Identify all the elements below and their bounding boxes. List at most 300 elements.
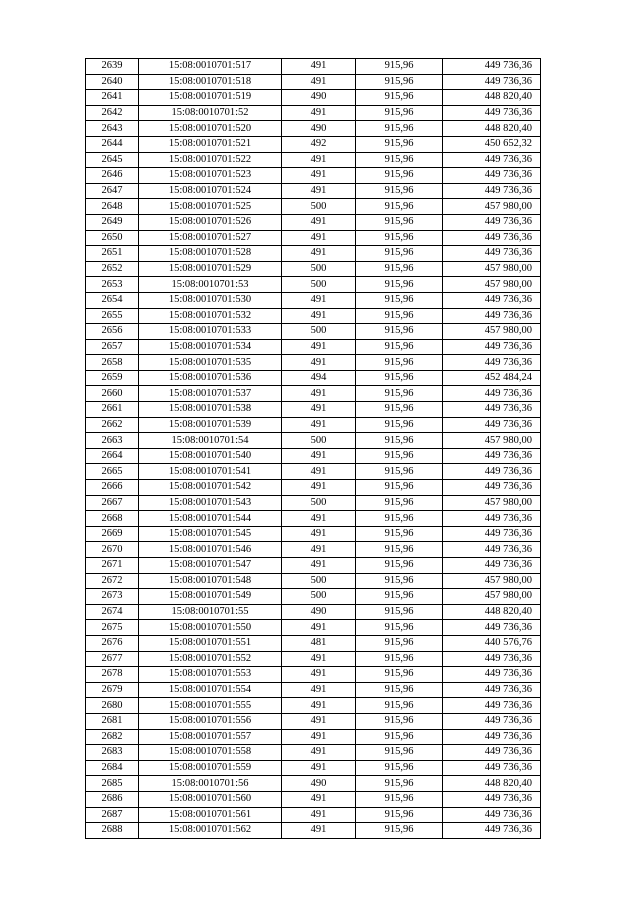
cadastral-number-cell: 15:08:0010701:526: [139, 214, 282, 230]
area-cell: 491: [282, 214, 356, 230]
cadastral-value-cell: 449 736,36: [443, 230, 541, 246]
cadastral-number-cell: 15:08:0010701:555: [139, 698, 282, 714]
area-cell: 491: [282, 480, 356, 496]
unit-value-cell: 915,96: [356, 620, 443, 636]
unit-value-cell: 915,96: [356, 308, 443, 324]
area-cell: 491: [282, 168, 356, 184]
row-number-cell: 2663: [86, 433, 139, 449]
area-cell: 500: [282, 573, 356, 589]
area-cell: 490: [282, 90, 356, 106]
unit-value-cell: 915,96: [356, 183, 443, 199]
unit-value-cell: 915,96: [356, 324, 443, 340]
row-number-cell: 2670: [86, 542, 139, 558]
table-row: [86, 698, 541, 714]
cadastral-value-cell: 457 980,00: [443, 261, 541, 277]
cadastral-value-cell: 457 980,00: [443, 277, 541, 293]
cadastral-value-cell: 449 736,36: [443, 246, 541, 262]
table-row: [86, 495, 541, 511]
unit-value-cell: 915,96: [356, 651, 443, 667]
area-cell: 491: [282, 308, 356, 324]
area-cell: 491: [282, 729, 356, 745]
row-number-cell: 2647: [86, 183, 139, 199]
row-number-cell: 2667: [86, 495, 139, 511]
unit-value-cell: 915,96: [356, 480, 443, 496]
area-cell: 491: [282, 760, 356, 776]
unit-value-cell: 915,96: [356, 573, 443, 589]
table-row: [86, 292, 541, 308]
cadastral-number-cell: 15:08:0010701:556: [139, 713, 282, 729]
row-number-cell: 2644: [86, 136, 139, 152]
table-row: [86, 214, 541, 230]
unit-value-cell: 915,96: [356, 230, 443, 246]
row-number-cell: 2640: [86, 74, 139, 90]
cadastral-number-cell: 15:08:0010701:541: [139, 464, 282, 480]
unit-value-cell: 915,96: [356, 464, 443, 480]
table-row: [86, 277, 541, 293]
cadastral-value-cell: 449 736,36: [443, 168, 541, 184]
unit-value-cell: 915,96: [356, 355, 443, 371]
cadastral-number-cell: 15:08:0010701:544: [139, 511, 282, 527]
unit-value-cell: 915,96: [356, 823, 443, 839]
cadastral-value-cell: 450 652,32: [443, 136, 541, 152]
cadastral-value-cell: 457 980,00: [443, 199, 541, 215]
cadastral-number-cell: 15:08:0010701:530: [139, 292, 282, 308]
cadastral-number-cell: 15:08:0010701:546: [139, 542, 282, 558]
unit-value-cell: 915,96: [356, 433, 443, 449]
cadastral-number-cell: 15:08:0010701:538: [139, 402, 282, 418]
table-row: [86, 589, 541, 605]
table-row: [86, 776, 541, 792]
unit-value-cell: 915,96: [356, 526, 443, 542]
area-cell: 500: [282, 589, 356, 605]
table-row: [86, 59, 541, 75]
row-number-cell: 2674: [86, 604, 139, 620]
unit-value-cell: 915,96: [356, 558, 443, 574]
cadastral-number-cell: 15:08:0010701:548: [139, 573, 282, 589]
row-number-cell: 2673: [86, 589, 139, 605]
table-row: [86, 246, 541, 262]
cadastral-value-cell: 449 736,36: [443, 511, 541, 527]
row-number-cell: 2679: [86, 682, 139, 698]
unit-value-cell: 915,96: [356, 214, 443, 230]
unit-value-cell: 915,96: [356, 635, 443, 651]
row-number-cell: 2642: [86, 105, 139, 121]
unit-value-cell: 915,96: [356, 745, 443, 761]
table-row: [86, 74, 541, 90]
area-cell: 490: [282, 121, 356, 137]
table-row: [86, 558, 541, 574]
unit-value-cell: 915,96: [356, 448, 443, 464]
row-number-cell: 2651: [86, 246, 139, 262]
table-row: [86, 620, 541, 636]
cadastral-value-cell: 449 736,36: [443, 214, 541, 230]
row-number-cell: 2683: [86, 745, 139, 761]
cadastral-value-cell: 449 736,36: [443, 651, 541, 667]
table-row: [86, 667, 541, 683]
area-cell: 491: [282, 807, 356, 823]
cadastral-number-cell: 15:08:0010701:537: [139, 386, 282, 402]
table-row: [86, 90, 541, 106]
row-number-cell: 2657: [86, 339, 139, 355]
cadastral-value-cell: 457 980,00: [443, 433, 541, 449]
row-number-cell: 2654: [86, 292, 139, 308]
unit-value-cell: 915,96: [356, 261, 443, 277]
row-number-cell: 2653: [86, 277, 139, 293]
row-number-cell: 2661: [86, 402, 139, 418]
table-row: [86, 136, 541, 152]
row-number-cell: 2656: [86, 324, 139, 340]
unit-value-cell: 915,96: [356, 667, 443, 683]
cadastral-number-cell: 15:08:0010701:551: [139, 635, 282, 651]
row-number-cell: 2660: [86, 386, 139, 402]
cadastral-value-cell: 449 736,36: [443, 760, 541, 776]
table-row: [86, 308, 541, 324]
cadastral-number-cell: 15:08:0010701:54: [139, 433, 282, 449]
cadastral-value-cell: 440 576,76: [443, 635, 541, 651]
cadastral-number-cell: 15:08:0010701:540: [139, 448, 282, 464]
area-cell: 481: [282, 635, 356, 651]
unit-value-cell: 915,96: [356, 402, 443, 418]
row-number-cell: 2649: [86, 214, 139, 230]
table-row: [86, 386, 541, 402]
table-row: [86, 261, 541, 277]
cadastral-number-cell: 15:08:0010701:523: [139, 168, 282, 184]
unit-value-cell: 915,96: [356, 136, 443, 152]
area-cell: 491: [282, 464, 356, 480]
area-cell: 494: [282, 370, 356, 386]
table-row: [86, 152, 541, 168]
cadastral-value-cell: 449 736,36: [443, 417, 541, 433]
area-cell: 492: [282, 136, 356, 152]
cadastral-number-cell: 15:08:0010701:547: [139, 558, 282, 574]
cadastral-value-cell: 449 736,36: [443, 292, 541, 308]
cadastral-value-cell: 448 820,40: [443, 776, 541, 792]
area-cell: 491: [282, 542, 356, 558]
cadastral-number-cell: 15:08:0010701:527: [139, 230, 282, 246]
table-row: [86, 230, 541, 246]
cadastral-number-cell: 15:08:0010701:520: [139, 121, 282, 137]
area-cell: 491: [282, 511, 356, 527]
cadastral-value-cell: 449 736,36: [443, 152, 541, 168]
area-cell: 491: [282, 558, 356, 574]
row-number-cell: 2662: [86, 417, 139, 433]
unit-value-cell: 915,96: [356, 604, 443, 620]
area-cell: 491: [282, 105, 356, 121]
table-row: [86, 168, 541, 184]
cadastral-number-cell: 15:08:0010701:52: [139, 105, 282, 121]
area-cell: 500: [282, 261, 356, 277]
cadastral-number-cell: 15:08:0010701:561: [139, 807, 282, 823]
area-cell: 500: [282, 324, 356, 340]
row-number-cell: 2677: [86, 651, 139, 667]
area-cell: 500: [282, 277, 356, 293]
unit-value-cell: 915,96: [356, 698, 443, 714]
area-cell: 491: [282, 823, 356, 839]
cadastral-value-cell: 457 980,00: [443, 589, 541, 605]
row-number-cell: 2665: [86, 464, 139, 480]
unit-value-cell: 915,96: [356, 495, 443, 511]
cadastral-value-cell: 449 736,36: [443, 74, 541, 90]
unit-value-cell: 915,96: [356, 511, 443, 527]
cadastral-value-cell: 449 736,36: [443, 807, 541, 823]
area-cell: 491: [282, 713, 356, 729]
area-cell: 500: [282, 433, 356, 449]
cadastral-value-cell: 449 736,36: [443, 620, 541, 636]
unit-value-cell: 915,96: [356, 807, 443, 823]
table-row: [86, 511, 541, 527]
cadastral-value-cell: 449 736,36: [443, 698, 541, 714]
area-cell: 491: [282, 74, 356, 90]
cadastral-number-cell: 15:08:0010701:56: [139, 776, 282, 792]
row-number-cell: 2671: [86, 558, 139, 574]
cadastral-number-cell: 15:08:0010701:53: [139, 277, 282, 293]
table-row: [86, 604, 541, 620]
cadastral-value-cell: 452 484,24: [443, 370, 541, 386]
unit-value-cell: 915,96: [356, 386, 443, 402]
cadastral-value-cell: 449 736,36: [443, 791, 541, 807]
area-cell: 490: [282, 776, 356, 792]
table-row: [86, 791, 541, 807]
row-number-cell: 2687: [86, 807, 139, 823]
cadastral-value-cell: 449 736,36: [443, 526, 541, 542]
table-row: [86, 713, 541, 729]
table-row: [86, 651, 541, 667]
cadastral-value-cell: 449 736,36: [443, 402, 541, 418]
table-row: [86, 480, 541, 496]
cadastral-value-cell: 449 736,36: [443, 558, 541, 574]
cadastral-number-cell: 15:08:0010701:533: [139, 324, 282, 340]
unit-value-cell: 915,96: [356, 105, 443, 121]
cadastral-value-cell: 449 736,36: [443, 480, 541, 496]
row-number-cell: 2686: [86, 791, 139, 807]
unit-value-cell: 915,96: [356, 729, 443, 745]
cadastral-number-cell: 15:08:0010701:542: [139, 480, 282, 496]
unit-value-cell: 915,96: [356, 90, 443, 106]
cadastral-number-cell: 15:08:0010701:536: [139, 370, 282, 386]
unit-value-cell: 915,96: [356, 277, 443, 293]
cadastral-value-cell: 449 736,36: [443, 667, 541, 683]
cadastral-number-cell: 15:08:0010701:557: [139, 729, 282, 745]
unit-value-cell: 915,96: [356, 776, 443, 792]
row-number-cell: 2680: [86, 698, 139, 714]
cadastral-value-cell: 449 736,36: [443, 59, 541, 75]
row-number-cell: 2655: [86, 308, 139, 324]
unit-value-cell: 915,96: [356, 760, 443, 776]
cadastral-value-cell: 449 736,36: [443, 448, 541, 464]
row-number-cell: 2669: [86, 526, 139, 542]
area-cell: 491: [282, 448, 356, 464]
table-row: [86, 729, 541, 745]
row-number-cell: 2664: [86, 448, 139, 464]
table-row: [86, 823, 541, 839]
cadastral-value-cell: 457 980,00: [443, 324, 541, 340]
table-row: [86, 464, 541, 480]
area-cell: 491: [282, 651, 356, 667]
table-row: [86, 745, 541, 761]
row-number-cell: 2688: [86, 823, 139, 839]
cadastral-number-cell: 15:08:0010701:539: [139, 417, 282, 433]
cadastral-value-cell: 449 736,36: [443, 355, 541, 371]
cadastral-value-cell: 449 736,36: [443, 713, 541, 729]
area-cell: 491: [282, 355, 356, 371]
table-row: [86, 339, 541, 355]
area-cell: 491: [282, 339, 356, 355]
cadastral-number-cell: 15:08:0010701:521: [139, 136, 282, 152]
row-number-cell: 2685: [86, 776, 139, 792]
area-cell: 491: [282, 230, 356, 246]
cadastral-number-cell: 15:08:0010701:532: [139, 308, 282, 324]
area-cell: 491: [282, 526, 356, 542]
area-cell: 491: [282, 386, 356, 402]
row-number-cell: 2652: [86, 261, 139, 277]
unit-value-cell: 915,96: [356, 246, 443, 262]
row-number-cell: 2659: [86, 370, 139, 386]
unit-value-cell: 915,96: [356, 791, 443, 807]
cadastral-number-cell: 15:08:0010701:524: [139, 183, 282, 199]
table-row: [86, 183, 541, 199]
row-number-cell: 2678: [86, 667, 139, 683]
table-row: [86, 417, 541, 433]
area-cell: 491: [282, 417, 356, 433]
cadastral-number-cell: 15:08:0010701:517: [139, 59, 282, 75]
cadastral-value-cell: 449 736,36: [443, 386, 541, 402]
table-row: [86, 105, 541, 121]
unit-value-cell: 915,96: [356, 74, 443, 90]
area-cell: 500: [282, 495, 356, 511]
row-number-cell: 2681: [86, 713, 139, 729]
table-row: [86, 542, 541, 558]
cadastral-number-cell: 15:08:0010701:559: [139, 760, 282, 776]
row-number-cell: 2648: [86, 199, 139, 215]
table-row: [86, 448, 541, 464]
area-cell: 500: [282, 199, 356, 215]
cadastral-value-cell: 448 820,40: [443, 604, 541, 620]
table-row: [86, 573, 541, 589]
unit-value-cell: 915,96: [356, 370, 443, 386]
table-row: [86, 199, 541, 215]
cadastral-number-cell: 15:08:0010701:525: [139, 199, 282, 215]
row-number-cell: 2643: [86, 121, 139, 137]
cadastral-value-cell: 457 980,00: [443, 573, 541, 589]
unit-value-cell: 915,96: [356, 199, 443, 215]
cadastral-number-cell: 15:08:0010701:553: [139, 667, 282, 683]
table-row: [86, 526, 541, 542]
cadastral-value-table: [85, 58, 541, 839]
area-cell: 491: [282, 246, 356, 262]
cadastral-value-cell: 449 736,36: [443, 105, 541, 121]
row-number-cell: 2650: [86, 230, 139, 246]
area-cell: 491: [282, 402, 356, 418]
area-cell: 491: [282, 183, 356, 199]
area-cell: 491: [282, 620, 356, 636]
unit-value-cell: 915,96: [356, 589, 443, 605]
row-number-cell: 2668: [86, 511, 139, 527]
table-row: [86, 402, 541, 418]
cadastral-value-cell: 449 736,36: [443, 682, 541, 698]
area-cell: 491: [282, 152, 356, 168]
cadastral-number-cell: 15:08:0010701:552: [139, 651, 282, 667]
cadastral-number-cell: 15:08:0010701:545: [139, 526, 282, 542]
table-row: [86, 682, 541, 698]
cadastral-number-cell: 15:08:0010701:554: [139, 682, 282, 698]
cadastral-value-cell: 449 736,36: [443, 339, 541, 355]
unit-value-cell: 915,96: [356, 168, 443, 184]
area-cell: 491: [282, 667, 356, 683]
cadastral-number-cell: 15:08:0010701:535: [139, 355, 282, 371]
cadastral-number-cell: 15:08:0010701:534: [139, 339, 282, 355]
area-cell: 491: [282, 791, 356, 807]
row-number-cell: 2639: [86, 59, 139, 75]
row-number-cell: 2682: [86, 729, 139, 745]
cadastral-value-cell: 449 736,36: [443, 183, 541, 199]
cadastral-value-cell: 449 736,36: [443, 464, 541, 480]
unit-value-cell: 915,96: [356, 339, 443, 355]
area-cell: 491: [282, 292, 356, 308]
row-number-cell: 2684: [86, 760, 139, 776]
table-row: [86, 324, 541, 340]
row-number-cell: 2645: [86, 152, 139, 168]
area-cell: 491: [282, 698, 356, 714]
cadastral-number-cell: 15:08:0010701:528: [139, 246, 282, 262]
cadastral-value-cell: 449 736,36: [443, 308, 541, 324]
cadastral-value-cell: 449 736,36: [443, 823, 541, 839]
table-row: [86, 433, 541, 449]
table-row: [86, 807, 541, 823]
area-cell: 491: [282, 745, 356, 761]
cadastral-number-cell: 15:08:0010701:529: [139, 261, 282, 277]
cadastral-number-cell: 15:08:0010701:518: [139, 74, 282, 90]
cadastral-number-cell: 15:08:0010701:522: [139, 152, 282, 168]
area-cell: 490: [282, 604, 356, 620]
unit-value-cell: 915,96: [356, 121, 443, 137]
cadastral-number-cell: 15:08:0010701:560: [139, 791, 282, 807]
cadastral-value-cell: 457 980,00: [443, 495, 541, 511]
cadastral-number-cell: 15:08:0010701:562: [139, 823, 282, 839]
table-row: [86, 635, 541, 651]
table-row: [86, 121, 541, 137]
cadastral-number-cell: 15:08:0010701:55: [139, 604, 282, 620]
unit-value-cell: 915,96: [356, 59, 443, 75]
row-number-cell: 2666: [86, 480, 139, 496]
cadastral-value-cell: 448 820,40: [443, 121, 541, 137]
unit-value-cell: 915,96: [356, 682, 443, 698]
unit-value-cell: 915,96: [356, 417, 443, 433]
area-cell: 491: [282, 59, 356, 75]
table-row: [86, 355, 541, 371]
cadastral-value-cell: 449 736,36: [443, 745, 541, 761]
cadastral-number-cell: 15:08:0010701:543: [139, 495, 282, 511]
table-row: [86, 760, 541, 776]
cadastral-number-cell: 15:08:0010701:558: [139, 745, 282, 761]
unit-value-cell: 915,96: [356, 292, 443, 308]
table-body: [86, 59, 541, 839]
unit-value-cell: 915,96: [356, 713, 443, 729]
cadastral-number-cell: 15:08:0010701:550: [139, 620, 282, 636]
row-number-cell: 2676: [86, 635, 139, 651]
row-number-cell: 2658: [86, 355, 139, 371]
cadastral-number-cell: 15:08:0010701:549: [139, 589, 282, 605]
row-number-cell: 2672: [86, 573, 139, 589]
cadastral-value-cell: 448 820,40: [443, 90, 541, 106]
cadastral-value-cell: 449 736,36: [443, 729, 541, 745]
unit-value-cell: 915,96: [356, 152, 443, 168]
row-number-cell: 2675: [86, 620, 139, 636]
table-row: [86, 370, 541, 386]
unit-value-cell: 915,96: [356, 542, 443, 558]
area-cell: 491: [282, 682, 356, 698]
row-number-cell: 2641: [86, 90, 139, 106]
cadastral-number-cell: 15:08:0010701:519: [139, 90, 282, 106]
